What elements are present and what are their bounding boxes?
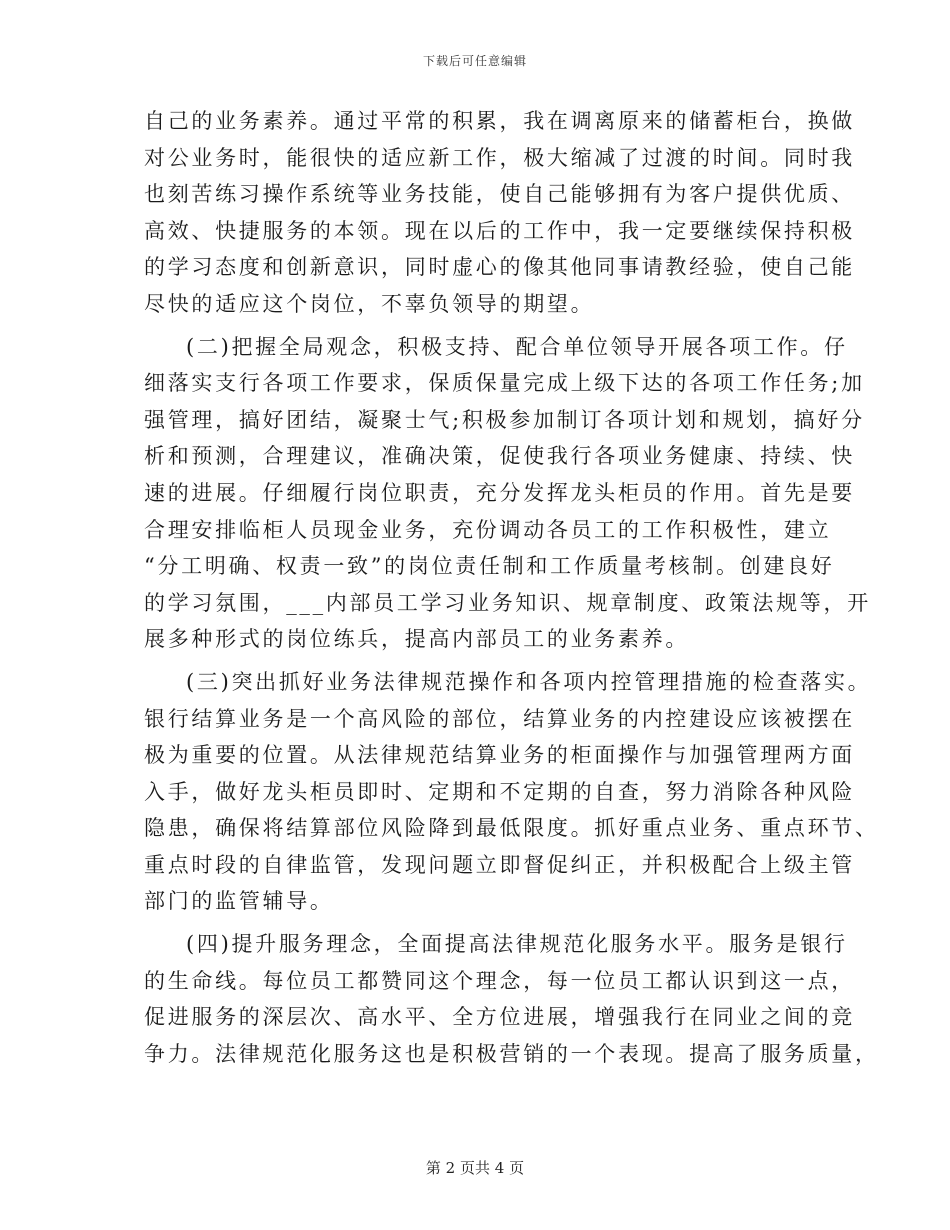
text-line: 尽快的适应这个岗位，不辜负领导的期望。 [144, 291, 595, 316]
paragraph-3 [144, 664, 879, 920]
text-line: 强管理，搞好团结，凝聚士气;积极参加制订各项计划和规划，搞好分 [144, 407, 865, 432]
text-line: 自己的业务素养。通过平常的积累，我在调离原来的储蓄柜台，换做 [144, 109, 855, 133]
text-line: 高效、快捷服务的本领。现在以后的工作中，我一定要继续保持积极 [144, 218, 855, 243]
page-header: 下载后可任意编辑 [422, 54, 527, 68]
text-line: (三)突出抓好业务法律规范操作和各项内控管理措施的检查落实。 [186, 669, 872, 694]
text-line: 展多种形式的岗位练兵，提高内部员工的业务素养。 [144, 627, 690, 652]
text-line: (二)把握全局观念，积极支持、配合单位领导开展各项工作。仔 [186, 334, 848, 359]
text-line: 重点时段的自律监管，发现问题立即督促纠正，并积极配合上级主管 [144, 852, 855, 877]
text-line: 合理安排临柜人员现金业务，充份调动各员工的工作积极性，建立 [144, 517, 832, 542]
text-line: 细落实支行各项工作要求，保质保量完成上级下达的各项工作任务;加 [144, 371, 865, 396]
document-body [144, 103, 879, 1072]
text-line: 部门的监管辅导。 [144, 889, 334, 914]
text-line: 的生命线。每位员工都赞同这个理念，每一位员工都认识到这一点， [144, 968, 855, 993]
text-line: (四)提升服务理念，全面提高法律规范化服务水平。服务是银行 [186, 932, 848, 957]
paragraph-4 [144, 926, 879, 1072]
text-line: 的学习氛围，___内部员工学习业务知识、规章制度、政策法规等，开 [144, 590, 871, 615]
text-line: “分工明确、权责一致”的岗位责任制和工作质量考核制。创建良好 [144, 554, 835, 579]
text-line: 速的进展。仔细履行岗位职责，充分发挥龙头柜员的作用。首先是要 [144, 480, 855, 505]
page-footer: 第 2 页共 4 页 [425, 1159, 525, 1177]
text-line: 入手，做好龙头柜员即时、定期和不定期的自查，努力消除各种风险 [144, 779, 855, 804]
paragraph-2 [144, 329, 871, 658]
text-line: 析和预测，合理建议，准确决策，促使我行各项业务健康、持续、快 [144, 444, 855, 469]
text-line: 也刻苦练习操作系统等业务技能，使自己能够拥有为客户提供优质、 [144, 182, 855, 207]
text-line: 的学习态度和创新意识，同时虚心的像其他同事请教经验，使自己能 [144, 255, 855, 280]
paragraph-1 [144, 103, 855, 323]
text-line: 银行结算业务是一个高风险的部位，结算业务的内控建设应该被摆在 [144, 706, 855, 731]
text-line: 促进服务的深层次、高水平、全方位进展，增强我行在同业之间的竞 [144, 1005, 855, 1030]
text-line: 对公业务时，能很快的适应新工作，极大缩减了过渡的时间。同时我 [144, 145, 855, 170]
text-line: 隐患，确保将结算部位风险降到最低限度。抓好重点业务、重点环节、 [144, 816, 879, 841]
text-line: 争力。法律规范化服务这也是积极营销的一个表现。提高了服务质量， [144, 1041, 879, 1066]
text-line: 极为重要的位置。从法律规范结算业务的柜面操作与加强管理两方面 [144, 743, 855, 768]
